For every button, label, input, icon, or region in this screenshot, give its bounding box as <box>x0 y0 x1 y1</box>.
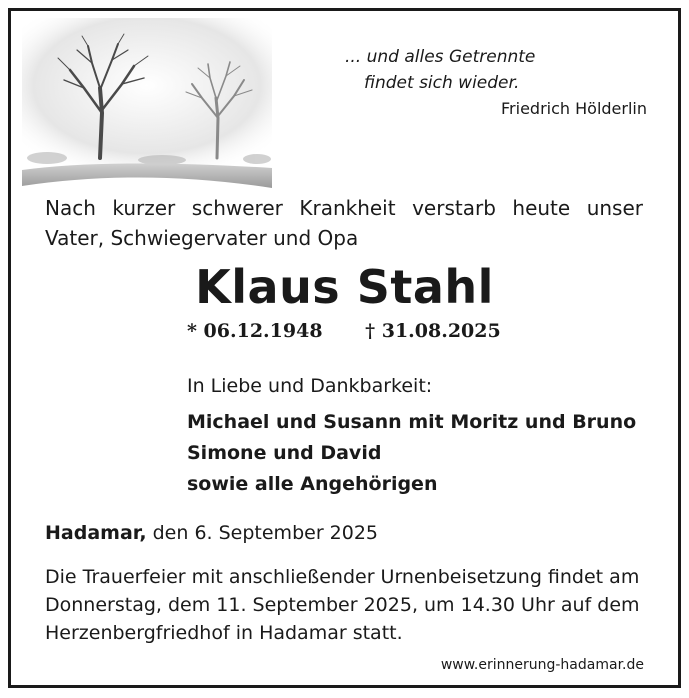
notice-date: den 6. September 2025 <box>152 522 379 544</box>
mourner-line: sowie alle Angehörigen <box>187 473 438 495</box>
funeral-info: Die Trauerfeier mit anschließender Urnenbeisetzung findet am Donnerstag, dem 11. September 2025, um 14.30 Uhr auf dem Herzenbergfriedhof in Hadamar statt. <box>45 566 640 644</box>
quote-line-2: findet sich wieder. <box>364 73 520 93</box>
poem-quote <box>307 44 647 122</box>
quote-line-1: ... und alles Getrennte <box>345 47 536 67</box>
place-name: Hadamar, <box>45 522 147 544</box>
death-date: † 31.08.2025 <box>365 320 501 342</box>
birth-date: * 06.12.1948 <box>187 320 323 342</box>
announcement-text: Nach kurzer schwerer Krankheit verstarb heute unser Vater, Schwiegervater und Opa <box>45 196 643 250</box>
quote-author: Friedrich Hölderlin <box>501 99 647 118</box>
place-date <box>45 522 378 544</box>
life-dates <box>187 320 501 342</box>
mourners-intro: In Liebe und Dankbarkeit: <box>187 375 433 397</box>
misty-trees-illustration <box>22 18 272 188</box>
mourner-line: Simone und David <box>187 442 382 464</box>
website-link[interactable]: www.erinnerung-hadamar.de <box>440 657 644 673</box>
mourners-list <box>187 407 636 500</box>
mourner-line: Michael und Susann mit Moritz und Bruno <box>187 411 637 433</box>
deceased-name: Klaus Stahl <box>195 260 494 314</box>
